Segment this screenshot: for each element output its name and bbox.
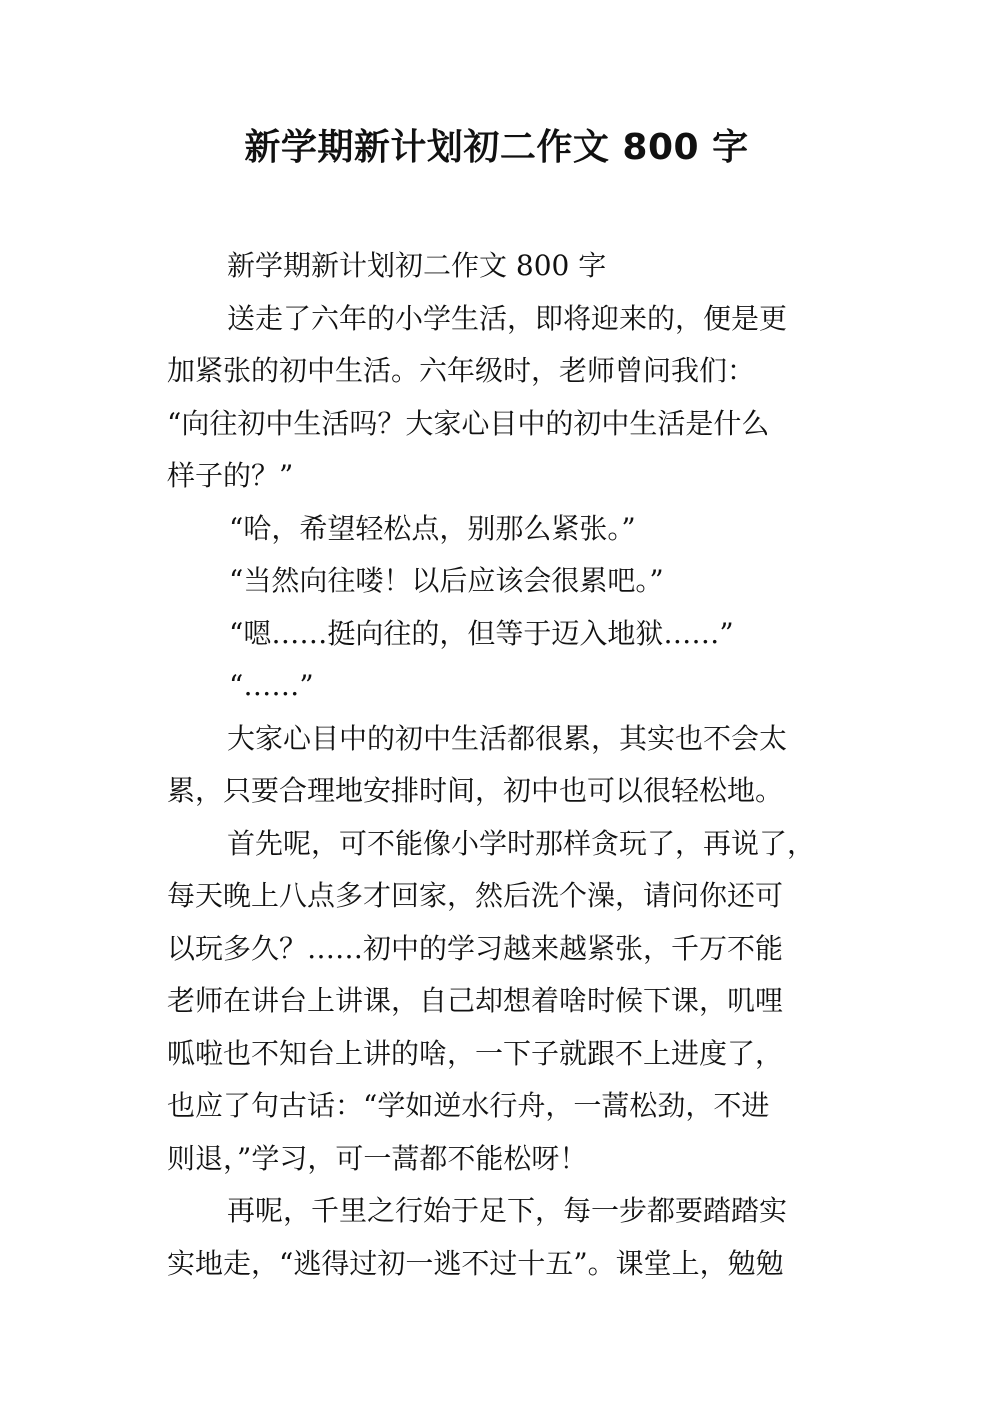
body-line: 也应了句古话：“学如逆水行舟，一蒿松劲，不进	[167, 1089, 770, 1122]
body-line: 则退，”学习，可一蒿都不能松呀！	[167, 1141, 588, 1175]
document-body	[167, 240, 857, 1290]
body-line: 呱啦也不知台上讲的啥，一下子就跟不上进度了，	[167, 1036, 784, 1070]
body-line: “……”	[229, 669, 314, 702]
body-line: 首先呢，可不能像小学时那样贪玩了，再说了，	[227, 826, 816, 860]
document-title: 新学期新计划初二作文 800 字	[244, 127, 749, 168]
body-line: 以玩多久？……初中的学习越来越紧张，千万不能	[167, 931, 784, 965]
body-line: 再呢，千里之行始于足下，每一步都要踏踏实	[227, 1194, 788, 1227]
body-line: 送走了六年的小学生活，即将迎来的，便是更	[227, 301, 788, 335]
body-line: “当然向往喽！以后应该会很累吧。”	[229, 564, 664, 597]
body-line: 实地走，“逃得过初一逃不过十五”。课堂上，勉勉	[167, 1246, 784, 1280]
body-line: 新学期新计划初二作文 800 字	[227, 249, 607, 282]
body-line: 每天晚上八点多才回家，然后洗个澡，请问你还可	[167, 879, 784, 912]
body-line: 累，只要合理地安排时间，初中也可以很轻松地。	[167, 774, 784, 807]
body-line: “哈，希望轻松点，别那么紧张。”	[229, 511, 636, 545]
body-line: 样子的？”	[167, 459, 294, 492]
body-line: “嗯……挺向往的，但等于迈入地狱……”	[229, 616, 734, 650]
body-line: “向往初中生活吗？大家心目中的初中生活是什么	[167, 406, 770, 440]
body-line: 大家心目中的初中生活都很累，其实也不会太	[227, 721, 788, 755]
body-line: 加紧张的初中生活。六年级时，老师曾问我们：	[167, 354, 756, 387]
body-line: 老师在讲台上讲课，自己却想着啥时候下课，叽哩	[167, 984, 784, 1017]
